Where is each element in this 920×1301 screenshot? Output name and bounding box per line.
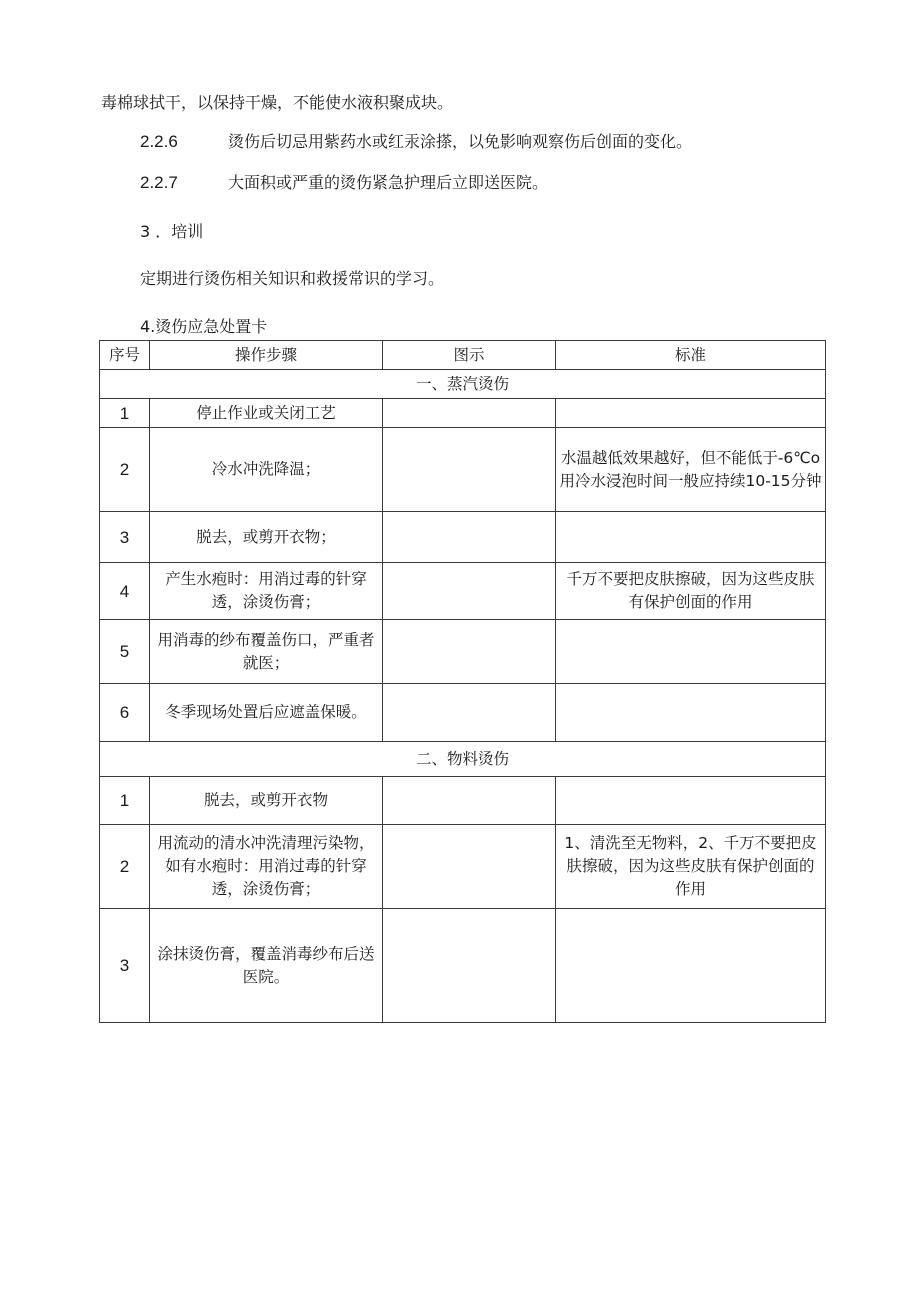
header-step: 操作步骤	[150, 341, 383, 370]
row-step: 用流动的清水冲洗清理污染物，如有水疱时：用消过毒的针穿透，涂烫伤膏；	[150, 825, 383, 909]
row-step: 冷水冲洗降温；	[150, 428, 383, 512]
section-title-material: 二、物料烫伤	[100, 742, 826, 777]
table-row	[100, 399, 826, 428]
row-figure	[383, 684, 556, 742]
row-no: 1	[100, 777, 150, 825]
table-header-row	[100, 341, 826, 370]
row-standard	[556, 512, 826, 563]
row-step: 脱去，或剪开衣物；	[150, 512, 383, 563]
header-no: 序号	[100, 341, 150, 370]
row-standard	[556, 909, 826, 1023]
row-step: 产生水疱时：用消过毒的针穿透，涂烫伤膏；	[150, 563, 383, 620]
row-step: 停止作业或关闭工艺	[150, 399, 383, 428]
row-figure	[383, 777, 556, 825]
row-standard: 1、清洗至无物料，2、千万不要把皮肤擦破，因为这些皮肤有保护创面的作用	[556, 825, 826, 909]
table-row	[100, 563, 826, 620]
card-title: 4.烫伤应急处置卡	[140, 317, 268, 336]
row-no: 4	[100, 563, 150, 620]
section-title-row	[100, 742, 826, 777]
training-body: 定期进行烫伤相关知识和救援常识的学习。	[140, 269, 445, 288]
row-no: 3	[100, 909, 150, 1023]
intro-line: 毒棉球拭干，以保持干燥，不能使水液积聚成块。	[101, 93, 454, 112]
header-figure: 图示	[383, 341, 556, 370]
table-row	[100, 512, 826, 563]
row-no: 1	[100, 399, 150, 428]
row-figure	[383, 620, 556, 684]
row-standard	[556, 620, 826, 684]
table-row	[100, 825, 826, 909]
row-standard: 千万不要把皮肤擦破，因为这些皮肤有保护创面的作用	[556, 563, 826, 620]
row-figure	[383, 909, 556, 1023]
row-no: 2	[100, 428, 150, 512]
section-title-steam: 一、蒸汽烫伤	[100, 370, 826, 399]
emergency-card-table	[99, 340, 826, 1023]
row-standard	[556, 684, 826, 742]
item-number: 2.2.7	[140, 173, 178, 192]
row-figure	[383, 428, 556, 512]
row-step: 用消毒的纱布覆盖伤口，严重者就医；	[150, 620, 383, 684]
item-text: 大面积或严重的烫伤紧急护理后立即送医院。	[228, 173, 549, 192]
row-standard	[556, 399, 826, 428]
table-row	[100, 777, 826, 825]
row-no: 5	[100, 620, 150, 684]
training-heading: 3 ．培训	[140, 222, 204, 241]
item-number: 2.2.6	[140, 132, 178, 151]
row-standard: 水温越低效果越好，但不能低于-6℃o用冷水浸泡时间一般应持续10-15分钟	[556, 428, 826, 512]
table-row	[100, 620, 826, 684]
item-2-2-6	[140, 131, 692, 153]
section-title-row	[100, 370, 826, 399]
row-figure	[383, 563, 556, 620]
item-text: 烫伤后切忌用紫药水或红汞涂搽，以免影响观察伤后创面的变化。	[228, 132, 693, 151]
row-figure	[383, 825, 556, 909]
row-figure	[383, 512, 556, 563]
row-figure	[383, 399, 556, 428]
row-no: 3	[100, 512, 150, 563]
row-standard	[556, 777, 826, 825]
table-row	[100, 909, 826, 1023]
table-row	[100, 684, 826, 742]
row-step: 冬季现场处置后应遮盖保暖。	[150, 684, 383, 742]
item-2-2-7	[140, 172, 548, 194]
row-step: 涂抹烫伤膏，覆盖消毒纱布后送医院。	[150, 909, 383, 1023]
row-no: 6	[100, 684, 150, 742]
table-row	[100, 428, 826, 512]
header-standard: 标准	[556, 341, 826, 370]
row-step: 脱去，或剪开衣物	[150, 777, 383, 825]
row-no: 2	[100, 825, 150, 909]
